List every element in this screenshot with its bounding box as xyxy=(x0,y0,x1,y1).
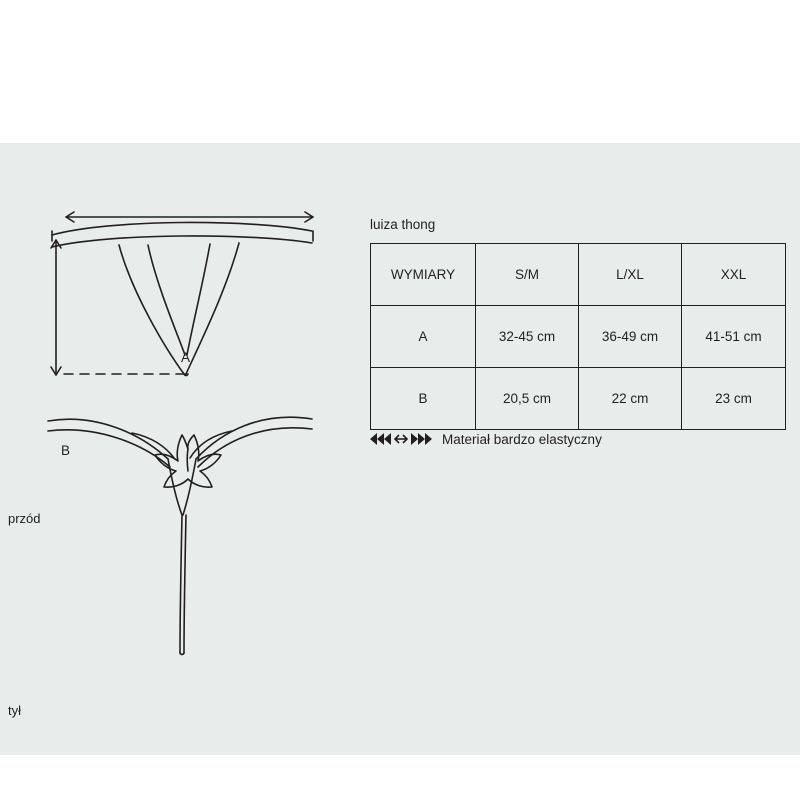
back-tail-string-left xyxy=(180,515,182,653)
elasticity-note-text: Materiał bardzo elastyczny xyxy=(442,431,602,447)
back-strap-right-bottom xyxy=(198,428,312,467)
table-row xyxy=(371,306,786,368)
garment-illustration xyxy=(0,143,360,755)
front-panel-right-edge xyxy=(186,243,239,374)
double-arrow-stretch-icon xyxy=(370,431,432,447)
table-header-cell: XXL xyxy=(682,244,786,306)
front-view-label: przód xyxy=(8,511,41,526)
table-cell: 36-49 cm xyxy=(579,306,682,368)
front-waistband-bottom xyxy=(52,236,312,247)
front-panel-left-edge xyxy=(119,245,184,374)
product-title: luiza thong xyxy=(370,217,436,232)
table-header-row xyxy=(371,244,786,306)
size-table xyxy=(370,243,786,430)
size-table-area xyxy=(370,143,790,755)
table-cell: 32-45 cm xyxy=(476,306,579,368)
back-tail-string-tip xyxy=(180,653,184,655)
garment-drawing-svg xyxy=(0,143,360,755)
dimension-a-label: A xyxy=(181,350,191,365)
back-panel-right-edge xyxy=(183,459,196,515)
table-header-cell: L/XL xyxy=(579,244,682,306)
back-flower-center-vein xyxy=(187,449,188,471)
front-panel-inner-left xyxy=(148,245,185,355)
table-header-cell: S/M xyxy=(476,244,579,306)
back-view-label: tył xyxy=(8,703,21,718)
table-cell: 22 cm xyxy=(579,368,682,430)
back-tail-string-right xyxy=(184,515,186,653)
table-row-label: A xyxy=(371,306,476,368)
table-header-cell: WYMIARY xyxy=(371,244,476,306)
table-cell: 41-51 cm xyxy=(682,306,786,368)
table-row-label: B xyxy=(371,368,476,430)
table-cell: 23 cm xyxy=(682,368,786,430)
front-panel-inner-right xyxy=(187,244,210,355)
elasticity-note xyxy=(370,431,602,447)
table-row xyxy=(371,368,786,430)
front-waistband-top xyxy=(52,222,312,235)
table-cell: 20,5 cm xyxy=(476,368,579,430)
dimension-b-label: B xyxy=(61,443,71,458)
